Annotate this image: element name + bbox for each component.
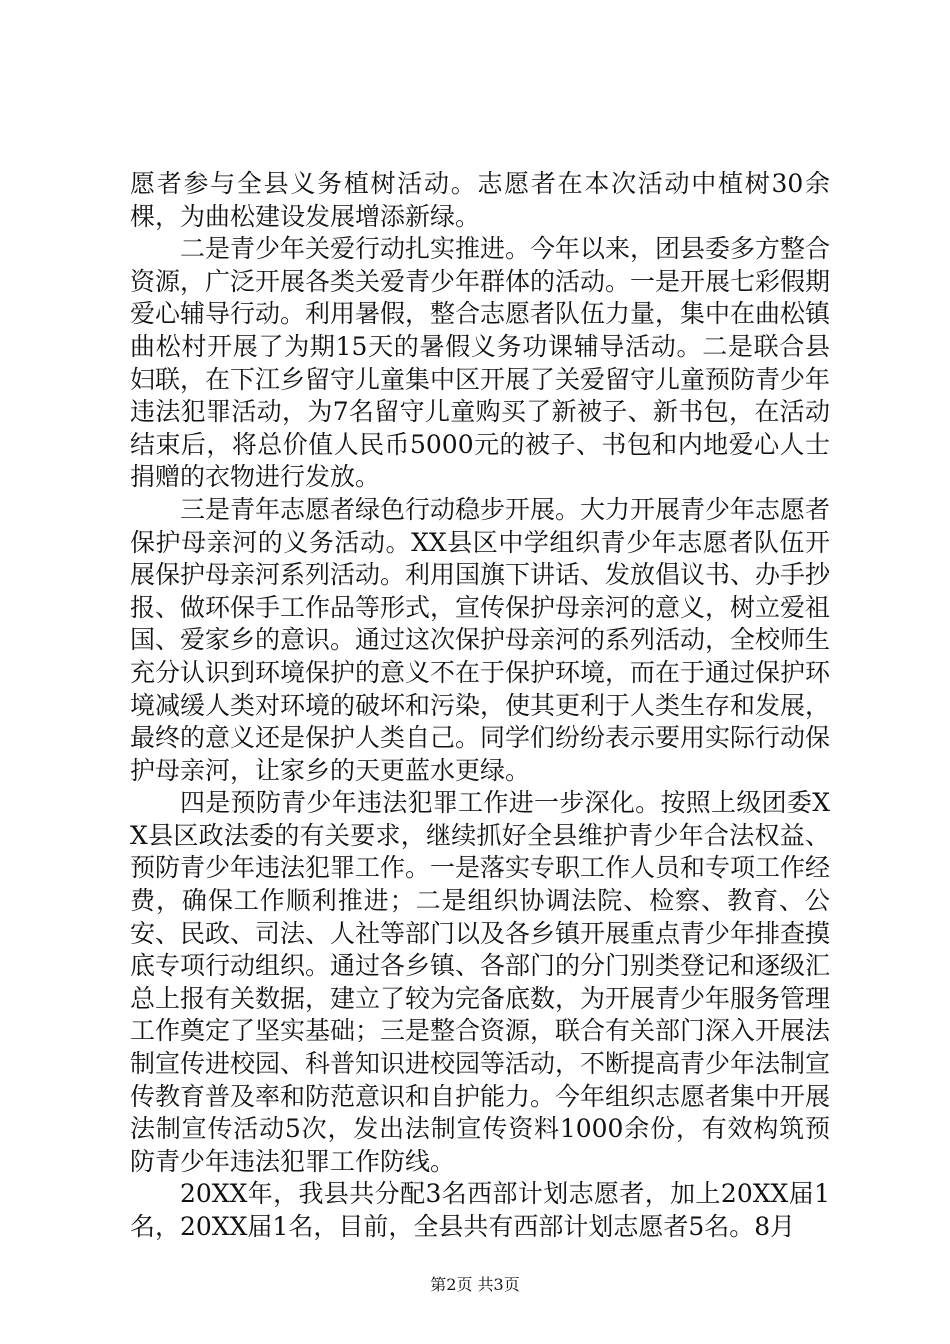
page-footer: 第2页 共3页 (430, 1275, 520, 1294)
document-body (130, 168, 830, 1244)
paragraph-4: 四是预防青少年违法犯罪工作进一步深化。按照上级团委XX县区政法委的有关要求，继续抓好全县维护青少年合法权益、预防青少年违法犯罪工作。一是落实专职工作人员和专项工作经费，确保工作顺利推进；二是组织协调法院、检察、教育、公安、民政、司法、人社等部门以及各乡镇开展重点青少年排查摸底专项行动组织。通过各乡镇、各部门的分门别类登记和逐级汇总上报有关数据，建立了较为完备底数，为开展青少年服务管理工作奠定了坚实基础；三是整合资源，联合有关部门深入开展法制宣传进校园、科普知识进校园等活动，不断提高青少年法制宣传教育普及率和防范意识和自护能力。今年组织志愿者集中开展法制宣传活动5次，发出法制宣传资料1000余份，有效构筑预防青少年违法犯罪工作防线。 (130, 788, 831, 1176)
paragraph-3: 三是青年志愿者绿色行动稳步开展。大力开展青少年志愿者保护母亲河的义务活动。XX县区中学组织青少年志愿者队伍开展保护母亲河系列活动。利用国旗下讲话、发放倡议书、办手抄报、做环保手工作品等形式，宣传保护母亲河的意义，树立爱祖国、爱家乡的意识。通过这次保护母亲河的系列活动，全校师生充分认识到环境保护的意义不在于保护环境，而在于通过保护环境减缓人类对环境的破坏和污染，使其更利于人类生存和发展，最终的意义还是保护人类自己。同学们纷纷表示要用实际行动保护母亲河，让家乡的天更蓝水更绿。 (130, 494, 831, 785)
paragraph-5: 20XX年，我县共分配3名西部计划志愿者，加上20XX届1名，20XX届1名，目前，全县共有西部计划志愿者5名。8月 (130, 1179, 830, 1241)
paragraph-1: 愿者参与全县义务植树活动。志愿者在本次活动中植树30余棵，为曲松建设发展增添新绿。 (130, 169, 830, 231)
paragraph-2: 二是青少年关爱行动扎实推进。今年以来，团县委多方整合资源，广泛开展各类关爱青少年群体的活动。一是开展七彩假期爱心辅导行动。利用暑假，整合志愿者队伍力量，集中在曲松镇曲松村开展了为期15天的暑假义务功课辅导活动。二是联合县妇联，在下江乡留守儿童集中区开展了关爱留守儿童预防青少年违法犯罪活动，为7名留守儿童购买了新被子、新书包，在活动结束后，将总价值人民币5000元的被子、书包和内地爱心人士捐赠的衣物进行发放。 (130, 234, 831, 492)
